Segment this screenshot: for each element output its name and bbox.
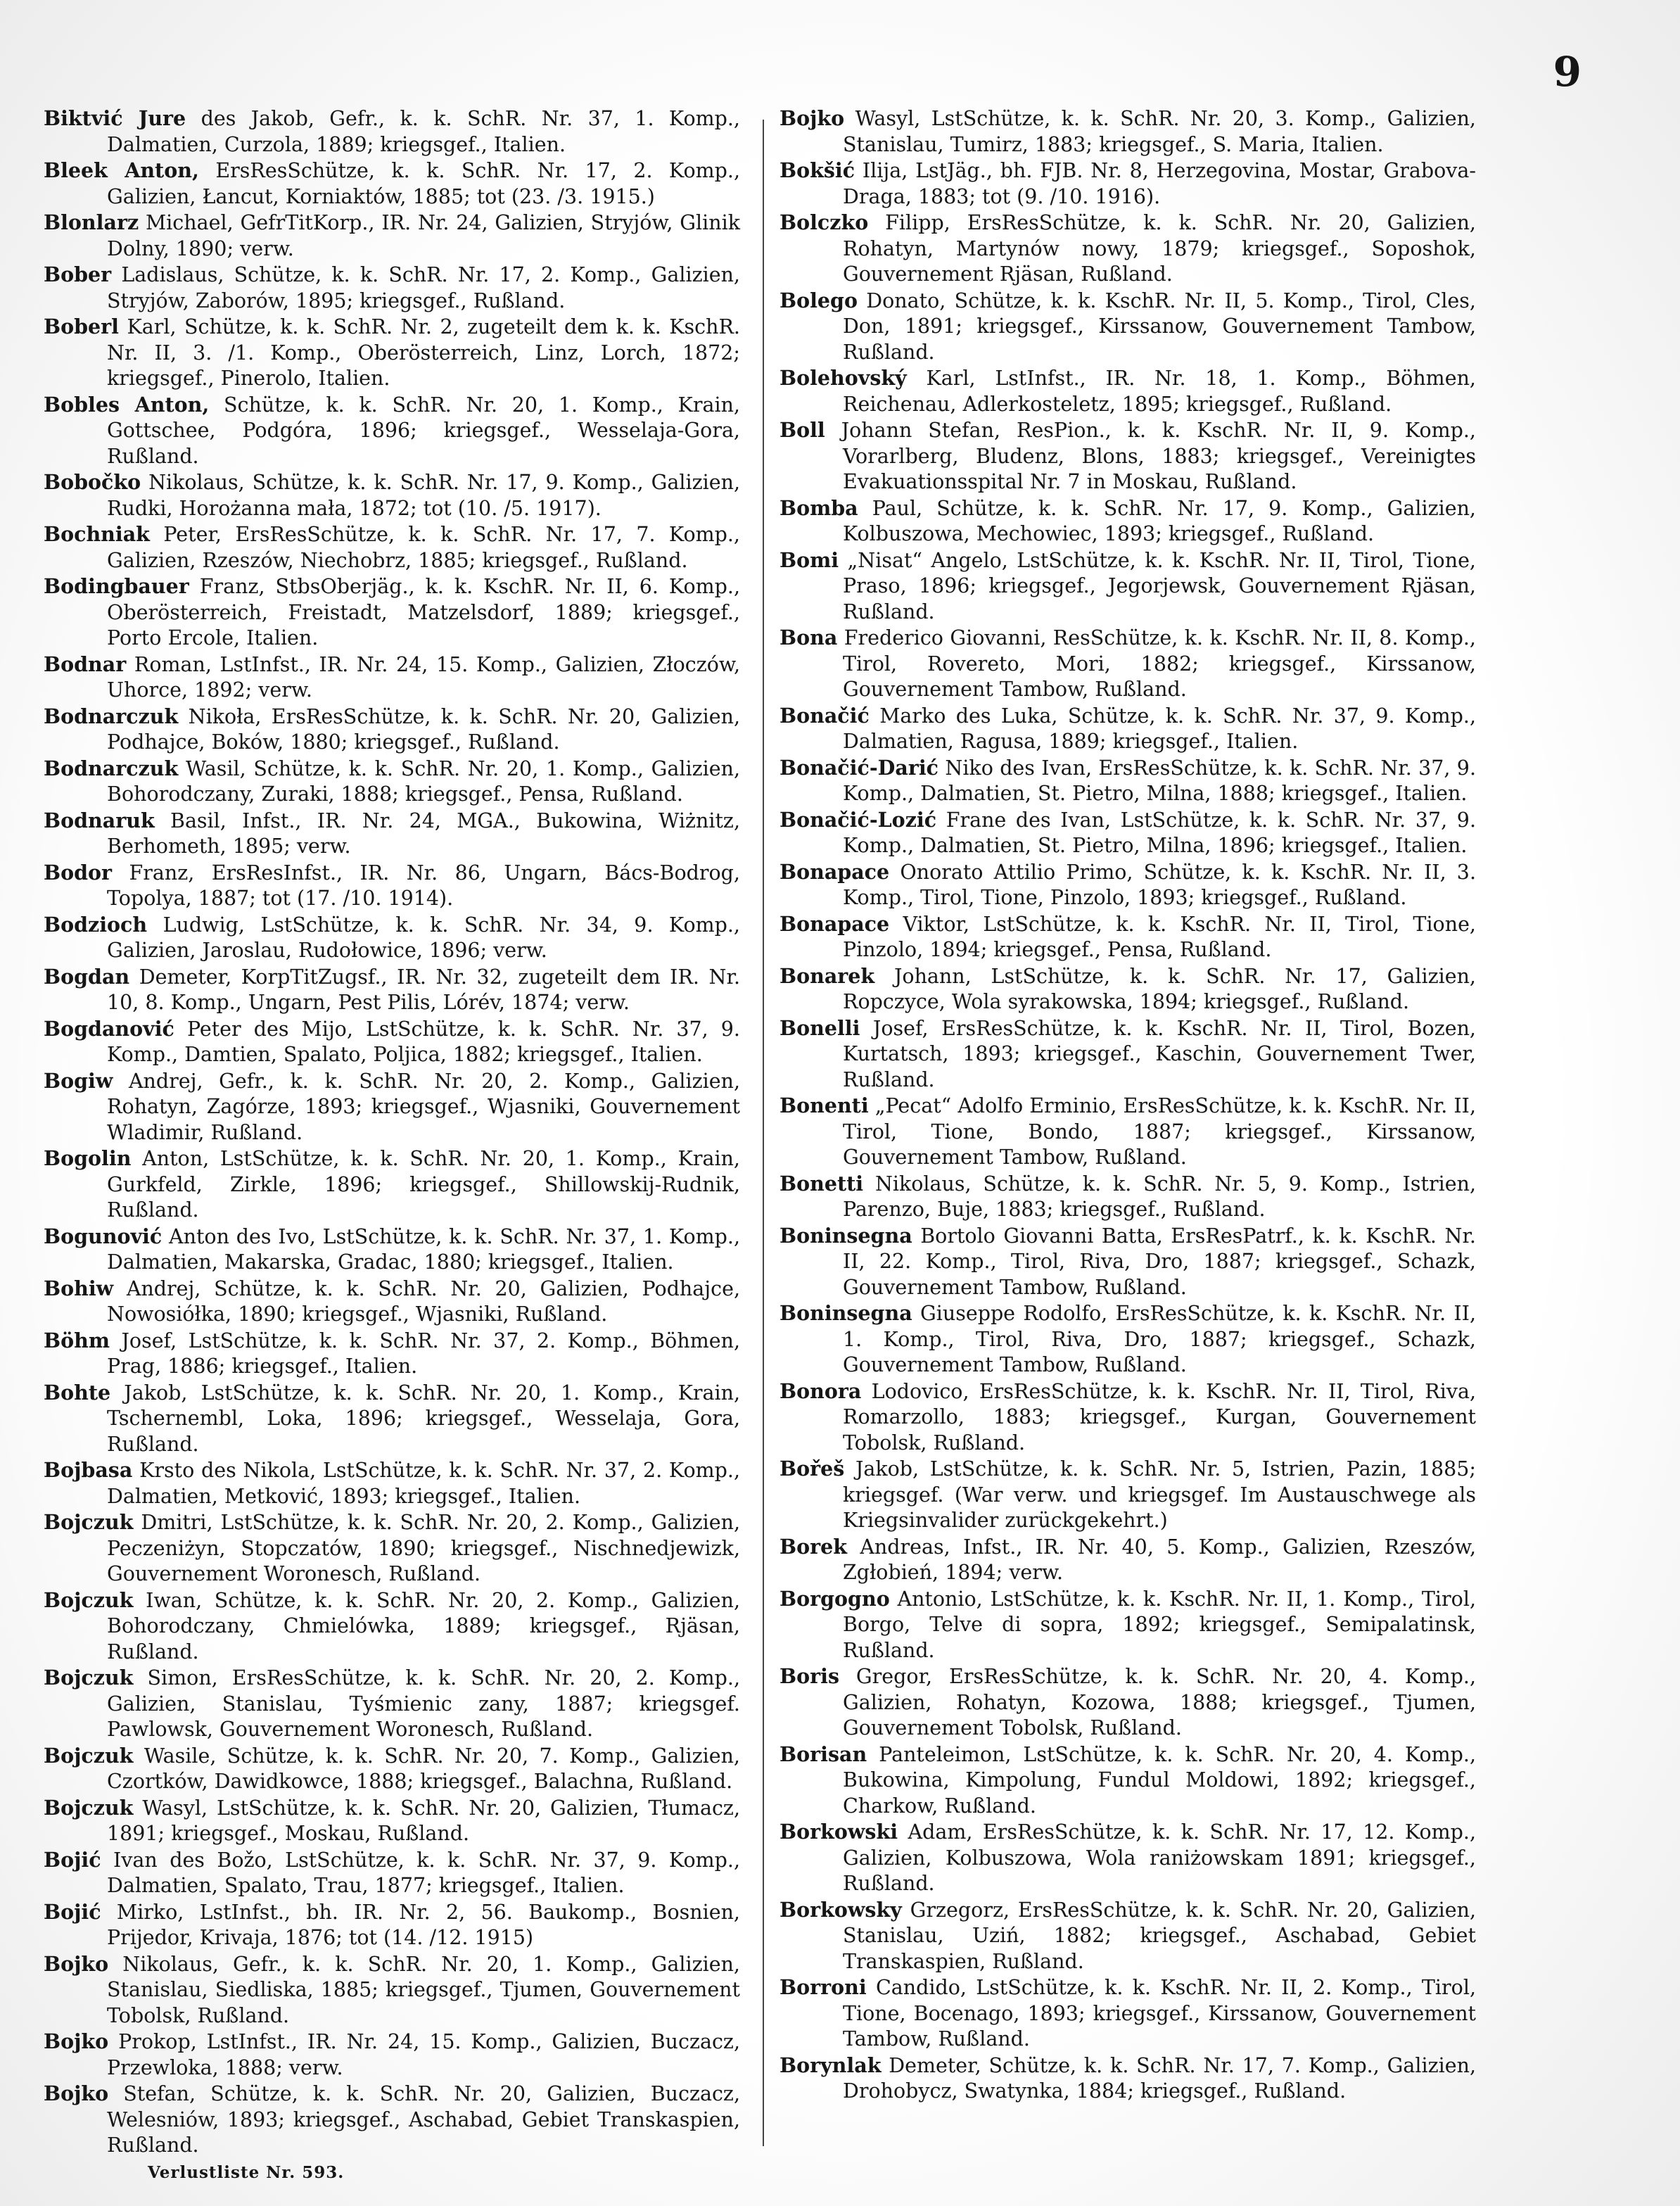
entry-details: Wasyl, LstSchütze, k. k. SchR. Nr. 20, Galizien, Tłumacz, 1891; kriegsgef., Moskau, Rußland. <box>107 1796 740 1845</box>
entry-surname: Bonelli <box>779 1015 860 1040</box>
entry-surname: Bonapace <box>779 859 890 884</box>
entry-surname: Boberl <box>44 315 120 338</box>
entry-details: Lodovico, ErsResSchütze, k. k. KschR. Nr. II, Tirol, Riva, Romarzollo, 1883; kriegsgef., Kurgan, Gouvernement Tobolsk, Rußland. <box>843 1379 1476 1454</box>
entry-details: Johann Stefan, ResPion., k. k. KschR. Nr. II, 9. Komp., Vorarlberg, Bludenz, Blons, 1883; kriegsgef., Vereinigtes Evakuationsspital Nr. 7 in Moskau, Rußland. <box>841 419 1476 493</box>
casualty-entry <box>779 703 1476 755</box>
casualty-entry <box>779 1586 1476 1664</box>
entry-details: Giuseppe Rodolfo, ErsResSchütze, k. k. KschR. Nr. II, 1. Komp., Tirol, Riva, Dro, 1887; kriegsgef., Schazk, Gouvernement Tambow, Rußland. <box>843 1302 1477 1376</box>
casualty-entry <box>779 1171 1476 1223</box>
entry-surname: Bomi <box>779 547 839 572</box>
casualty-entry <box>779 1223 1476 1301</box>
casualty-entry <box>44 652 740 704</box>
casualty-entry <box>44 704 740 756</box>
entry-surname: Boris <box>779 1664 839 1688</box>
entry-surname: Bona <box>779 626 838 649</box>
entry-surname: Bodnaruk <box>44 808 155 832</box>
entry-surname: Bohte <box>44 1380 111 1405</box>
entry-surname: Bojczuk <box>44 1795 134 1820</box>
entry-details: ErsResSchütze, k. k. SchR. Nr. 17, 2. Komp., Galizien, Łancut, Korniaktów, 1885; tot (23. /3. 1915.) <box>107 159 741 208</box>
entry-surname: Boninsegna <box>779 1301 912 1325</box>
casualty-entry <box>44 314 740 392</box>
entry-details: Nikolaus, Schütze, k. k. SchR. Nr. 17, 9. Komp., Galizien, Rudki, Horożanna mała, 1872; tot (10. /5. 1917). <box>107 471 741 520</box>
entry-details: Nikoła, ErsResSchütze, k. k. SchR. Nr. 20, Galizien, Podhajce, Boków, 1880; kriegsgef., Rußland. <box>107 704 741 754</box>
entry-details: Marko des Luka, Schütze, k. k. SchR. Nr. 37, 9. Komp., Dalmatien, Ragusa, 1889; kriegsgef., Italien. <box>843 704 1476 753</box>
entry-surname: Borisan <box>779 1742 867 1766</box>
entry-details: Andreas, Infst., IR. Nr. 40, 5. Komp., Galizien, Rzeszów, Zgłobień, 1894; verw. <box>843 1535 1477 1584</box>
entry-details: Niko des Ivan, ErsResSchütze, k. k. SchR. Nr. 37, 9. Komp., Dalmatien, St. Pietro, Milna, 1888; kriegsgef., Italien. <box>843 756 1476 805</box>
entry-surname: Bodnar <box>44 652 127 676</box>
entry-details: Franz, StbsOberjäg., k. k. KschR. Nr. II, 6. Komp., Oberösterreich, Freistadt, Matzelsdorf, 1889; kriegsgef., Porto Ercole, Italien. <box>107 575 740 649</box>
entry-surname: Bokšić <box>779 158 855 182</box>
casualty-entry <box>44 1743 740 1795</box>
entry-surname: Bleek Anton, <box>44 158 199 182</box>
entry-details: Johann, LstSchütze, k. k. SchR. Nr. 17, Galizien, Ropczyce, Wola syrakowska, 1894; kriegsgef., Rußland. <box>843 964 1476 1013</box>
entry-details: Jakob, LstSchütze, k. k. SchR. Nr. 5, Istrien, Pazin, 1885; kriegsgef. (War verw. und kriegsgef. Im Austauschwege als Kriegsinvalider zurückgekehrt.) <box>843 1457 1476 1532</box>
entry-details: Krsto des Nikola, LstSchütze, k. k. SchR. Nr. 37, 2. Komp., Dalmatien, Metković, 1893; kriegsgef., Italien. <box>107 1459 741 1508</box>
casualty-entry <box>779 1819 1476 1897</box>
entry-details: Demeter, KorpTitZugsf., IR. Nr. 32, zugeteilt dem IR. Nr. 10, 8. Komp., Ungarn, Pest Pilis, Lórév, 1874; verw. <box>107 965 741 1014</box>
entry-details: Prokop, LstInfst., IR. Nr. 24, 15. Komp., Galizien, Buczacz, Przewloka, 1888; verw. <box>107 2030 741 2079</box>
entry-details: Wasyl, LstSchütze, k. k. SchR. Nr. 20, 3. Komp., Galizien, Stanislau, Tumirz, 1883; kriegsgef., S. Maria, Italien. <box>843 107 1476 156</box>
casualty-entry <box>44 2081 740 2159</box>
entry-surname: Bonapace <box>779 911 890 936</box>
casualty-entry <box>779 288 1476 366</box>
casualty-entry <box>779 547 1476 626</box>
entry-surname: Borgogno <box>779 1586 890 1611</box>
entry-details: Demeter, Schütze, k. k. SchR. Nr. 17, 7. Komp., Galizien, Drohobycz, Swatynka, 1884; kriegsgef., Rußland. <box>843 2053 1476 2103</box>
casualty-entry <box>44 1224 740 1276</box>
entry-details: Paul, Schütze, k. k. SchR. Nr. 17, 9. Komp., Galizien, Kolbuszowa, Mechowiec, 1893; kriegsgef., Rußland. <box>843 496 1476 545</box>
entry-surname: Bonetti <box>779 1171 864 1196</box>
casualty-entry <box>779 1015 1476 1094</box>
casualty-entry <box>779 106 1476 158</box>
entry-surname: Bonačić-Lozić <box>779 807 937 832</box>
casualty-entry <box>44 756 740 808</box>
casualty-entry <box>44 860 740 912</box>
entry-surname: Bogdanović <box>44 1016 174 1041</box>
entry-details: Grzegorz, ErsResSchütze, k. k. SchR. Nr. 20, Galizien, Stanislau, Uziń, 1882; kriegsgef., Aschabad, Gebiet Transkaspien, Rußland. <box>843 1898 1476 1973</box>
entry-details: Panteleimon, LstSchütze, k. k. SchR. Nr. 20, 4. Komp., Bukowina, Kimpolung, Fundul Moldowi, 1892; kriegsgef., Charkow, Rußland. <box>843 1742 1477 1818</box>
casualty-entry <box>44 1380 740 1458</box>
page-number: 9 <box>1553 48 1582 96</box>
entry-surname: Biktvić Jure <box>44 106 186 130</box>
casualty-entry <box>779 911 1476 963</box>
entry-surname: Bomba <box>779 495 858 520</box>
casualty-entry <box>44 1899 740 1951</box>
casualty-entry <box>44 2029 740 2081</box>
casualty-entry <box>44 469 740 521</box>
entry-details: Karl, Schütze, k. k. SchR. Nr. 2, zugeteilt dem k. k. KschR. Nr. II, 3. /1. Komp., Oberösterreich, Linz, Lorch, 1872; kriegsgef., Pinerolo, Italien. <box>107 315 740 390</box>
entry-details: Roman, LstInfst., IR. Nr. 24, 15. Komp., Galizien, Złoczów, Uhorce, 1892; verw. <box>107 652 740 702</box>
entry-details: Wasile, Schütze, k. k. SchR. Nr. 20, 7. Komp., Galizien, Czortków, Dawidkowce, 1888; kriegsgef., Balachna, Rußland. <box>107 1744 740 1793</box>
entry-details: Ilija, LstJäg., bh. FJB. Nr. 8, Herzegovina, Mostar, Grabova-Draga, 1883; tot (9. /10. 1916). <box>843 159 1476 208</box>
entry-details: Viktor, LstSchütze, k. k. KschR. Nr. II, Tirol, Tione, Pinzolo, 1894; kriegsgef., Pensa, Rußland. <box>843 912 1476 961</box>
entry-details: Mirko, LstInfst., bh. IR. Nr. 2, 56. Baukomp., Bosnien, Prijedor, Krivaja, 1876; tot (14. /12. 1915) <box>107 1900 740 1949</box>
casualty-entry <box>44 1146 740 1224</box>
casualty-entry <box>779 1093 1476 1171</box>
entry-details: Simon, ErsResSchütze, k. k. SchR. Nr. 20, 2. Komp., Galizien, Stanislau, Tyśmienic zany, 1887; kriegsgef. Pawlowsk, Gouvernement Woronesch, Rußland. <box>107 1666 740 1741</box>
entry-details: Josef, ErsResSchütze, k. k. KschR. Nr. II, Tirol, Bozen, Kurtatsch, 1893; kriegsgef., Kaschin, Gouvernement Twer, Rußland. <box>843 1016 1476 1091</box>
entry-details: Bortolo Giovanni Batta, ErsResPatrf., k. k. KschR. Nr. II, 22. Komp., Tirol, Riva, Dro, 1887; kriegsgef., Schazk, Gouvernement Tambow, Rußland. <box>843 1224 1476 1299</box>
casualty-entry <box>779 1300 1476 1378</box>
entry-details: Franz, ErsResInfst., IR. Nr. 86, Ungarn, Bács-Bodrog, Topolya, 1887; tot (17. /10. 1914). <box>107 861 740 910</box>
entry-surname: Bojczuk <box>44 1587 134 1612</box>
entry-details: Frederico Giovanni, ResSchütze, k. k. KschR. Nr. II, 8. Komp., Tirol, Rovereto, Mori, 1882; kriegsgef., Kirssanow, Gouvernement Tambow, Rußland. <box>843 626 1476 701</box>
casualty-entry <box>44 1587 740 1666</box>
casualty-entry <box>779 807 1476 859</box>
entry-details: Filipp, ErsResSchütze, k. k. SchR. Nr. 20, Galizien, Rohatyn, Martynów nowy, 1879; kriegsgef., Soposhok, Gouvernement Rjäsan, Rußland. <box>843 211 1476 286</box>
casualty-entry <box>44 106 740 158</box>
entry-surname: Bochniak <box>44 522 150 546</box>
casualty-entry <box>44 1276 740 1328</box>
entry-details: Basil, Infst., IR. Nr. 24, MGA., Bukowina, Wiżnitz, Berhometh, 1895; verw. <box>107 809 740 858</box>
entry-details: Andrej, Gefr., k. k. SchR. Nr. 20, 2. Komp., Galizien, Rohatyn, Zagórze, 1893; kriegsgef., Wjasniki, Gouvernement Wladimir, Rußland. <box>107 1069 740 1144</box>
entry-details: Michael, GefrTitKorp., IR. Nr. 24, Galizien, Stryjów, Glinik Dolny, 1890; verw. <box>107 211 741 260</box>
entry-surname: Bořeš <box>779 1457 845 1481</box>
entry-details: des Jakob, Gefr., k. k. SchR. Nr. 37, 1. Komp., Dalmatien, Curzola, 1889; kriegsgef., Italien. <box>107 107 740 156</box>
entry-surname: Bogdan <box>44 964 130 989</box>
entry-details: Andrej, Schütze, k. k. SchR. Nr. 20, Galizien, Podhajce, Nowosiółka, 1890; kriegsgef., Wjasniki, Rußland. <box>107 1276 741 1326</box>
entry-surname: Bojko <box>44 2029 109 2053</box>
entry-surname: Bogolin <box>44 1146 132 1170</box>
entry-details: Ivan des Božo, LstSchütze, k. k. SchR. Nr. 37, 9. Komp., Dalmatien, Spalato, Trau, 1877; kriegsgef., Italien. <box>107 1848 740 1897</box>
entry-surname: Bojczuk <box>44 1743 134 1768</box>
entry-surname: Bodor <box>44 860 113 885</box>
casualty-entry <box>44 808 740 860</box>
entry-details: Donato, Schütze, k. k. KschR. Nr. II, 5. Komp., Tirol, Cles, Don, 1891; kriegsgef., Kirssanow, Gouvernement Tambow, Rußland. <box>843 289 1476 364</box>
entry-surname: Bolczko <box>779 210 869 234</box>
entry-details: Jakob, LstSchütze, k. k. SchR. Nr. 20, 1. Komp., Krain, Tschernembl, Loka, 1896; kriegsgef., Wesselaja, Gora, Rußland. <box>107 1381 741 1456</box>
casualty-entry <box>779 963 1476 1015</box>
casualty-entry <box>44 1951 740 2029</box>
entry-details: Onorato Attilio Primo, Schütze, k. k. KschR. Nr. II, 3. Komp., Tirol, Tione, Pinzolo, 1893; kriegsgef., Rußland. <box>843 860 1477 909</box>
entry-details: Adam, ErsResSchütze, k. k. SchR. Nr. 17, 12. Komp., Galizien, Kolbuszowa, Wola raniżowskam 1891; kriegsgef., Rußland. <box>843 1820 1477 1895</box>
entry-surname: Borkowski <box>779 1820 898 1844</box>
casualty-entry <box>44 1795 740 1847</box>
casualty-entry <box>44 1665 740 1743</box>
entry-details: Frane des Ivan, LstSchütze, k. k. SchR. Nr. 37, 9. Komp., Dalmatien, St. Pietro, Milna, 1896; kriegsgef., Italien. <box>843 808 1476 857</box>
entry-details: Ludwig, LstSchütze, k. k. SchR. Nr. 34, 9. Komp., Galizien, Jaroslau, Rudołowice, 1896; verw. <box>107 913 740 962</box>
entry-details: Nikolaus, Gefr., k. k. SchR. Nr. 20, 1. Komp., Galizien, Stanislau, Siedliska, 1885; kriegsgef., Tjumen, Gouvernement Tobolsk, Rußland. <box>107 1952 740 2027</box>
entry-details: Peter, ErsResSchütze, k. k. SchR. Nr. 17, 7. Komp., Galizien, Rzeszów, Niechobrz, 1885; kriegsgef., Rußland. <box>107 523 740 572</box>
entry-surname: Bogunović <box>44 1224 163 1248</box>
entry-details: Antonio, LstSchütze, k. k. KschR. Nr. II, 1. Komp., Tirol, Borgo, Telve di sopra, 1892; kriegsgef., Semipalatinsk, Rußland. <box>843 1587 1476 1662</box>
casualty-entry <box>779 1742 1476 1820</box>
casualty-entry <box>779 625 1476 703</box>
entry-surname: Bonora <box>779 1378 862 1403</box>
entry-details: Wasil, Schütze, k. k. SchR. Nr. 20, 1. Komp., Galizien, Bohorodczany, Zuraki, 1888; kriegsgef., Pensa, Rußland. <box>107 756 741 806</box>
casualty-entry <box>779 1897 1476 1975</box>
casualty-entry <box>44 1509 740 1587</box>
casualty-entry <box>779 210 1476 288</box>
entry-surname: Bonarek <box>779 963 875 988</box>
entry-surname: Bojczuk <box>44 1666 134 1690</box>
entry-surname: Bober <box>44 262 112 286</box>
entry-surname: Bonenti <box>779 1094 869 1117</box>
casualty-entry <box>779 158 1476 210</box>
casualty-entry <box>44 1016 740 1068</box>
entry-details: Josef, LstSchütze, k. k. SchR. Nr. 37, 2. Komp., Böhmen, Prag, 1886; kriegsgef., Italien. <box>107 1329 741 1378</box>
entry-details: Iwan, Schütze, k. k. SchR. Nr. 20, 2. Komp., Galizien, Bohorodczany, Chmielówka, 1889; kriegsgef., Rjäsan, Rußland. <box>107 1588 741 1663</box>
entry-surname: Bojić <box>44 1847 101 1872</box>
casualty-entry <box>44 964 740 1016</box>
entry-surname: Borynlak <box>779 2053 882 2077</box>
entry-surname: Bojko <box>44 1951 109 1976</box>
casualty-entry <box>44 158 740 210</box>
entry-details: Candido, LstSchütze, k. k. KschR. Nr. II, 2. Komp., Tirol, Tione, Bocenago, 1893; kriegsgef., Kirssanow, Gouvernement Tambow, Rußland. <box>843 1976 1477 2050</box>
entry-details: Schütze, k. k. SchR. Nr. 20, 1. Komp., Krain, Gottschee, Podgóra, 1896; kriegsgef., Wesselaja-Gora, Rußland. <box>107 393 740 468</box>
entry-surname: Bojczuk <box>44 1510 134 1534</box>
casualty-entry <box>44 1068 740 1146</box>
casualty-entry <box>779 1534 1476 1586</box>
casualty-entry <box>44 573 740 652</box>
entry-surname: Bojić <box>44 1899 101 1924</box>
entry-surname: Bodnarczuk <box>44 756 179 780</box>
column-divider <box>763 120 764 2146</box>
entry-details: Dmitri, LstSchütze, k. k. SchR. Nr. 20, 2. Komp., Galizien, Peczeniżyn, Stopczatów, 1890; kriegsgef., Nischnedjewizk, Gouvernement Woronesch, Rußland. <box>107 1511 740 1585</box>
entry-surname: Bonačić <box>779 703 870 728</box>
entry-details: Peter des Mijo, LstSchütze, k. k. SchR. Nr. 37, 9. Komp., Damtien, Spalato, Poljica, 1882; kriegsgef., Italien. <box>107 1017 740 1066</box>
entry-surname: Bodnarczuk <box>44 704 179 728</box>
entry-surname: Boll <box>779 418 825 442</box>
casualty-entry <box>779 417 1476 495</box>
casualty-entry <box>44 262 740 314</box>
entry-surname: Borroni <box>779 1975 867 1999</box>
entry-surname: Bojko <box>44 2081 109 2105</box>
casualty-entry <box>44 521 740 573</box>
entry-surname: Borkowsky <box>779 1897 902 1922</box>
entry-details: Anton des Ivo, LstSchütze, k. k. SchR. Nr. 37, 1. Komp., Dalmatien, Makarska, Gradac, 1880; kriegsgef., Italien. <box>107 1224 741 1274</box>
entry-surname: Bodingbauer <box>44 574 189 598</box>
casualty-entry <box>779 755 1476 807</box>
entry-surname: Bojbasa <box>44 1458 133 1482</box>
casualty-entry <box>779 1663 1476 1742</box>
entry-details: Ladislaus, Schütze, k. k. SchR. Nr. 17, 2. Komp., Galizien, Stryjów, Zaborów, 1895; kriegsgef., Rußland. <box>107 263 740 312</box>
entry-surname: Bogiw <box>44 1068 113 1093</box>
casualty-entry <box>779 2053 1476 2105</box>
casualty-entry <box>779 365 1476 417</box>
casualty-entry <box>779 1378 1476 1457</box>
entry-surname: Bonačić-Darić <box>779 755 939 780</box>
page-footer: Verlustliste Nr. 593. <box>148 2163 345 2182</box>
entry-surname: Borek <box>779 1534 847 1559</box>
casualty-entry <box>44 912 740 964</box>
entry-details: Nikolaus, Schütze, k. k. SchR. Nr. 5, 9. Komp., Istrien, Parenzo, Buje, 1883; kriegsgef., Rußland. <box>843 1172 1476 1221</box>
entry-details: „Nisat“ Angelo, LstSchütze, k. k. KschR. Nr. II, Tirol, Tione, Praso, 1896; kriegsgef., Jegorjewsk, Gouvernement Rjäsan, Rußland. <box>843 548 1476 623</box>
casualty-entry <box>44 210 740 262</box>
left-column <box>44 106 740 2159</box>
casualty-entry <box>44 1847 740 1899</box>
entry-surname: Böhm <box>44 1328 110 1352</box>
entry-details: „Pecat“ Adolfo Erminio, ErsResSchütze, k. k. KschR. Nr. II, Tirol, Tione, Bondo, 1887; kriegsgef., Kirssanow, Gouvernement Tambow, Rußland. <box>843 1094 1476 1169</box>
entry-surname: Bolego <box>779 288 858 312</box>
entry-surname: Boninsegna <box>779 1223 912 1248</box>
entry-details: Karl, LstInfst., IR. Nr. 18, 1. Komp., Böhmen, Reichenau, Adlerkosteletz, 1895; kriegsgef., Rußland. <box>843 367 1476 416</box>
entry-surname: Blonlarz <box>44 210 139 234</box>
casualty-entry <box>44 392 740 470</box>
casualty-entry <box>779 859 1476 911</box>
casualty-entry <box>779 1456 1476 1534</box>
entry-surname: Bobočko <box>44 470 141 494</box>
casualty-entry <box>44 1457 740 1509</box>
entry-surname: Bobles Anton, <box>44 392 210 417</box>
casualty-entry <box>779 1974 1476 2053</box>
entry-details: Gregor, ErsResSchütze, k. k. SchR. Nr. 20, 4. Komp., Galizien, Rohatyn, Kozowa, 1888; kriegsgef., Tjumen, Gouvernement Tobolsk, Rußland. <box>843 1665 1477 1739</box>
right-column <box>779 106 1476 2105</box>
entry-surname: Bolehovský <box>779 366 907 390</box>
entry-surname: Bodzioch <box>44 912 148 937</box>
entry-surname: Bohiw <box>44 1276 114 1300</box>
entry-surname: Bojko <box>779 106 845 130</box>
entry-details: Stefan, Schütze, k. k. SchR. Nr. 20, Galizien, Buczacz, Welesniów, 1893; kriegsgef., Aschabad, Gebiet Transkaspien, Rußland. <box>107 2082 740 2157</box>
casualty-entry <box>44 1328 740 1380</box>
casualty-entry <box>779 495 1476 547</box>
entry-details: Anton, LstSchütze, k. k. SchR. Nr. 20, 1. Komp., Krain, Gurkfeld, Zirkle, 1896; kriegsgef., Shillowskij-Rudnik, Rußland. <box>107 1147 740 1222</box>
